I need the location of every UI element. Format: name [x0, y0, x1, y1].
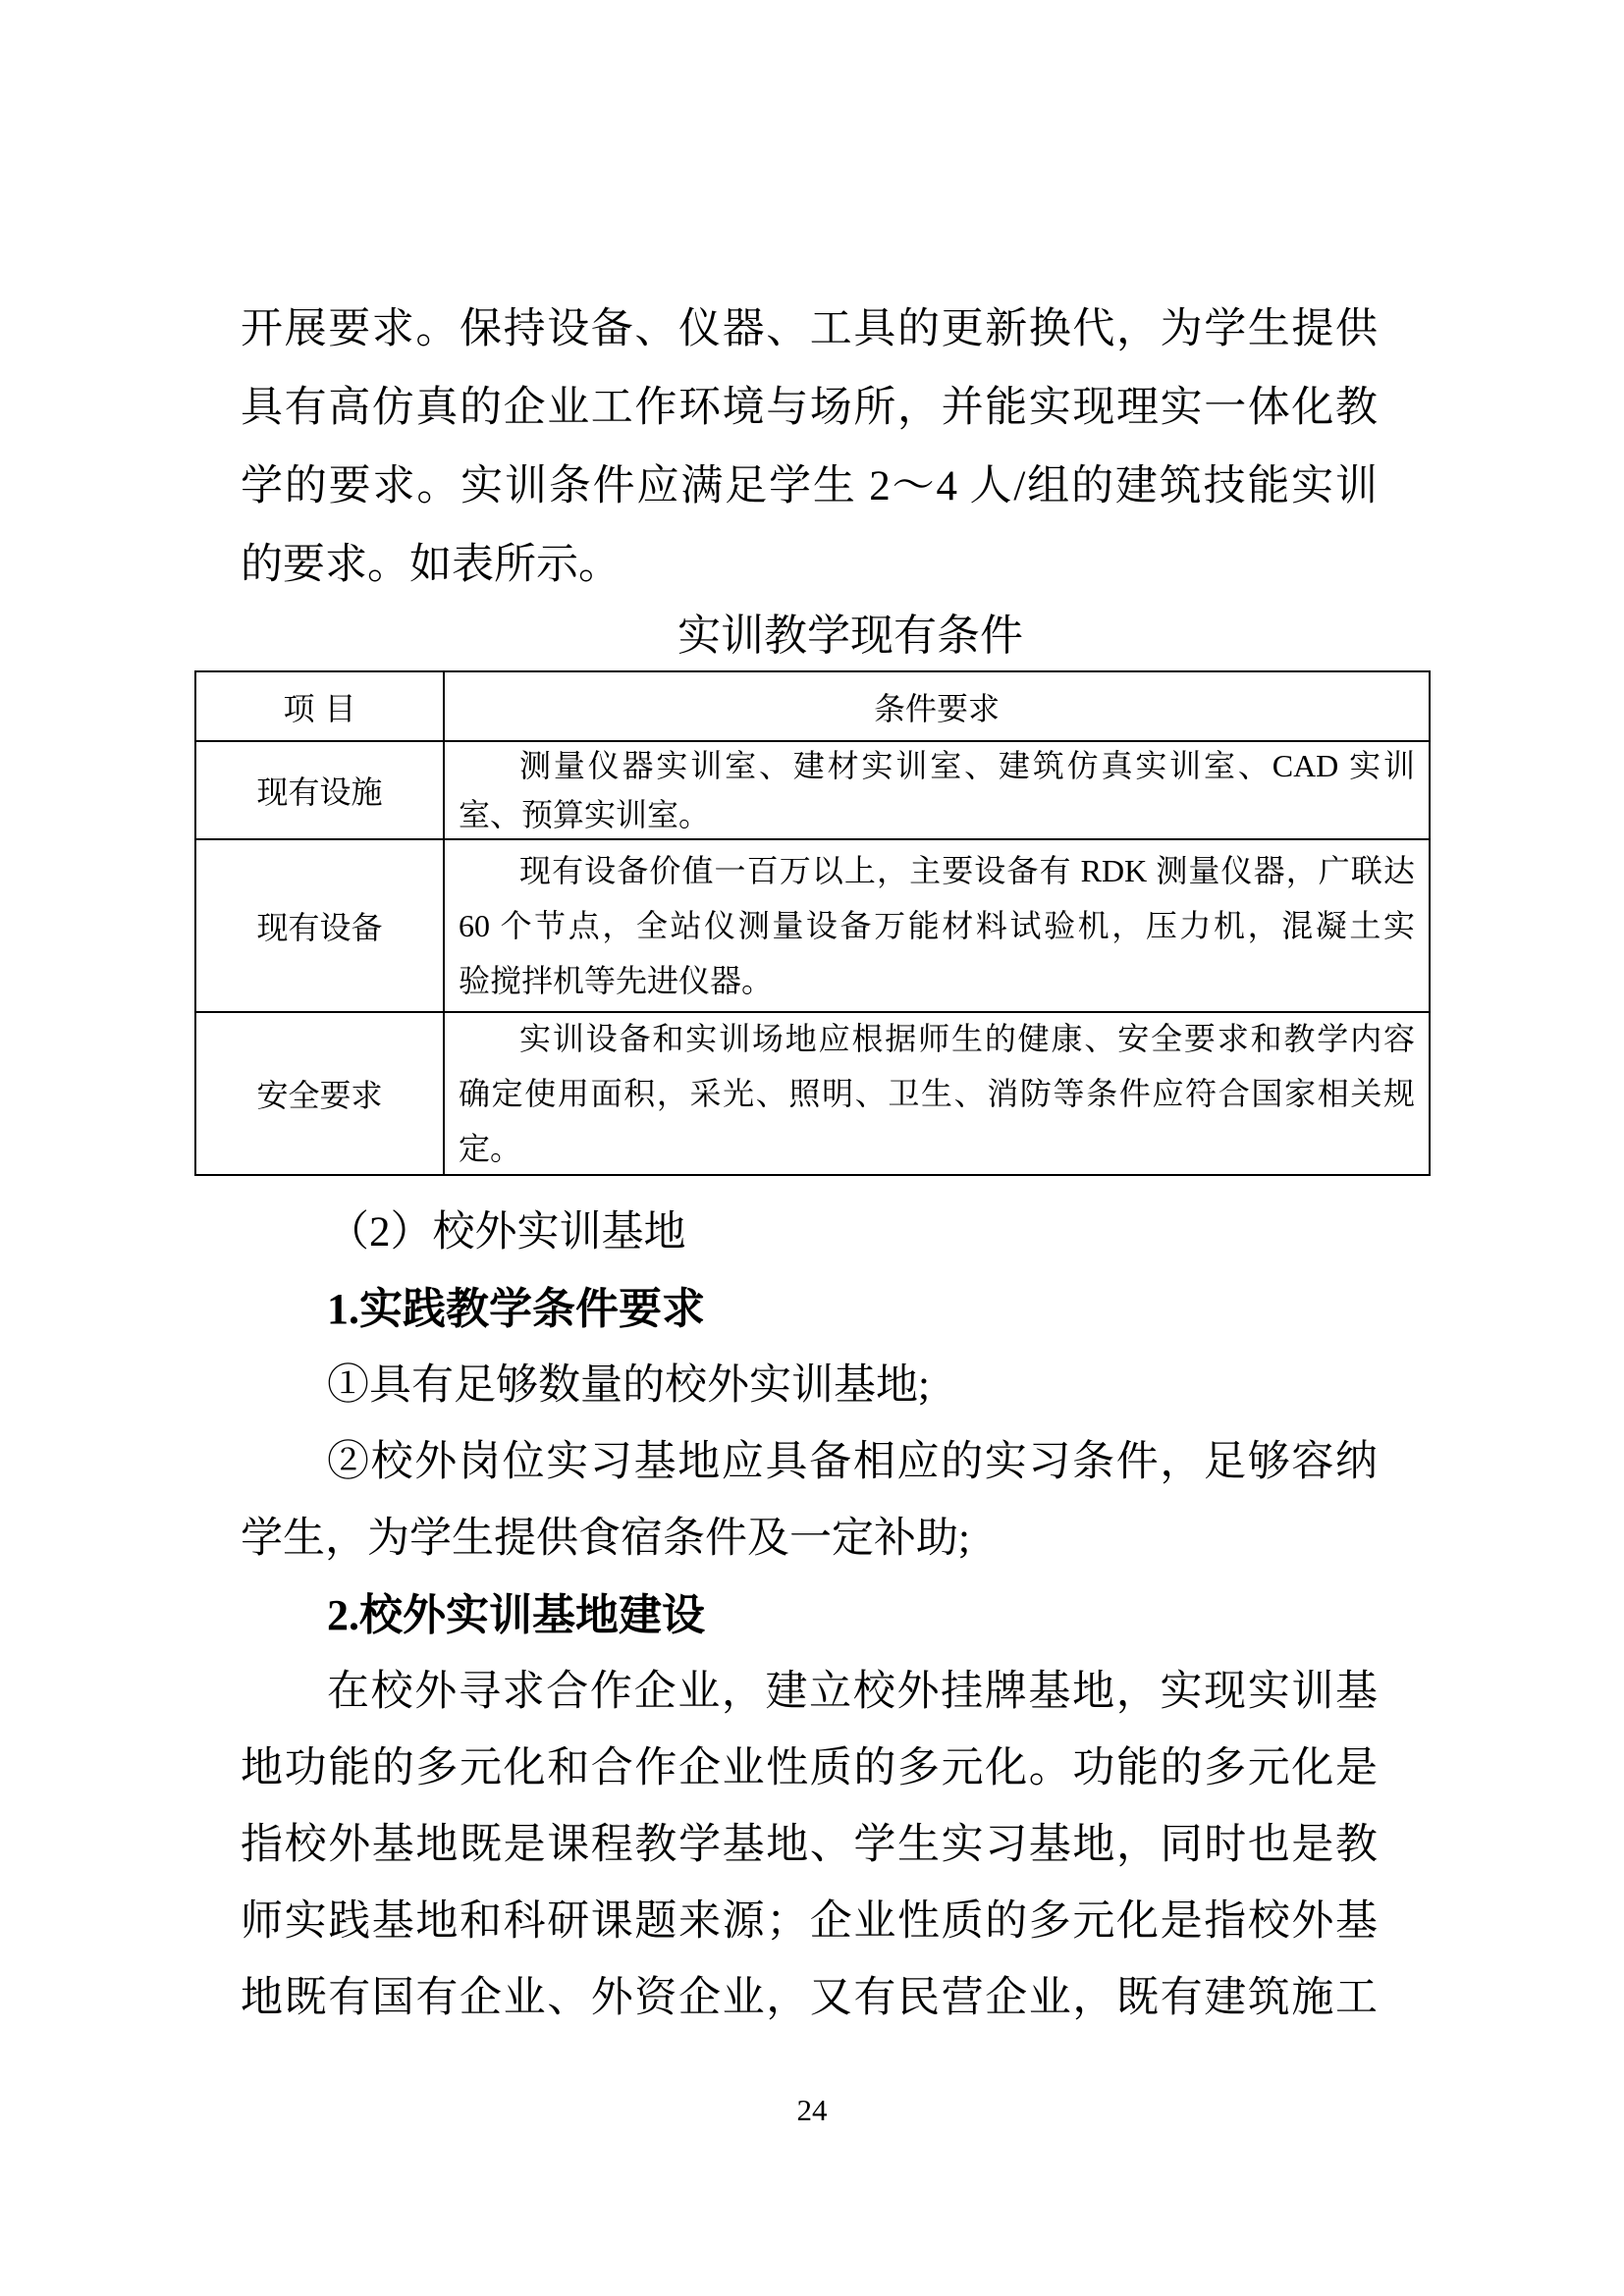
cell-line: 定。 [459, 1131, 522, 1166]
cell-line: 测量仪器实训室、建材实训室、建筑仿真实训室、CAD 实训 [519, 748, 1415, 783]
intro-line: 的要求。如表所示。 [241, 542, 621, 588]
body-line: 指校外基地既是课程教学基地、学生实习基地，同时也是教 [241, 1822, 1378, 1868]
cell-line: 现有设备价值一百万以上，主要设备有 RDK 测量仪器，广联达 [519, 853, 1415, 888]
body-line: 地既有国有企业、外资企业，又有民营企业，既有建筑施工 [241, 1975, 1378, 2021]
table-row [196, 838, 1429, 1011]
cell-line: 验搅拌机等先进仪器。 [459, 963, 774, 998]
table-header-item: 项目 [196, 672, 445, 740]
table-row [196, 1011, 1429, 1174]
intro-paragraph [241, 291, 1378, 605]
subheading-2: 2.校外实训基地建设 [327, 1591, 705, 1639]
page-number: 24 [796, 2093, 828, 2127]
cell-line: 实训设备和实训场地应根据师生的健康、安全要求和教学内容 [519, 1021, 1415, 1056]
body-line: 在校外寻求合作企业，建立校外挂牌基地，实现实训基 [327, 1669, 1378, 1715]
cell-line: 确定使用面积，采光、照明、卫生、消防等条件应符合国家相关规 [459, 1076, 1415, 1111]
row-label: 安全要求 [196, 1013, 445, 1174]
body-line: 地功能的多元化和合作企业性质的多元化。功能的多元化是 [241, 1745, 1378, 1791]
section-heading: （2）校外实训基地 [327, 1209, 686, 1255]
table-header-requirements-text: 条件要求 [873, 690, 1000, 726]
subheading-1: 1.实践教学条件要求 [327, 1285, 705, 1333]
table-header-row [196, 672, 1429, 740]
list-item-2-line: ②校外岗位实习基地应具备相应的实习条件，足够容纳 [327, 1439, 1378, 1485]
section-off-campus [241, 1195, 1378, 2037]
cell-line: 室、预算实训室。 [459, 797, 711, 832]
table-header-requirements [445, 672, 1429, 740]
intro-line: 学的要求。实训条件应满足学生 2～4 人/组的建筑技能实训 [241, 463, 1378, 509]
row-content [445, 840, 1429, 1011]
list-item-1: ①具有足够数量的校外实训基地; [327, 1362, 930, 1409]
body-line: 师实践基地和科研课题来源；企业性质的多元化是指校外基 [241, 1898, 1378, 1945]
row-label: 现有设施 [196, 742, 445, 838]
row-content [445, 1013, 1429, 1174]
list-item-2-line: 学生，为学生提供食宿条件及一定补助; [241, 1516, 970, 1562]
intro-line: 具有高仿真的企业工作环境与场所，并能实现理实一体化教 [241, 385, 1378, 431]
table-row [196, 740, 1429, 838]
cell-line: 60 个节点，全站仪测量设备万能材料试验机，压力机，混凝土实 [459, 908, 1415, 943]
row-content [445, 742, 1429, 838]
intro-line: 开展要求。保持设备、仪器、工具的更新换代，为学生提供 [241, 306, 1378, 352]
row-label: 现有设备 [196, 840, 445, 1011]
table-title: 实训教学现有条件 [677, 612, 1023, 660]
training-conditions-table [194, 670, 1431, 1176]
